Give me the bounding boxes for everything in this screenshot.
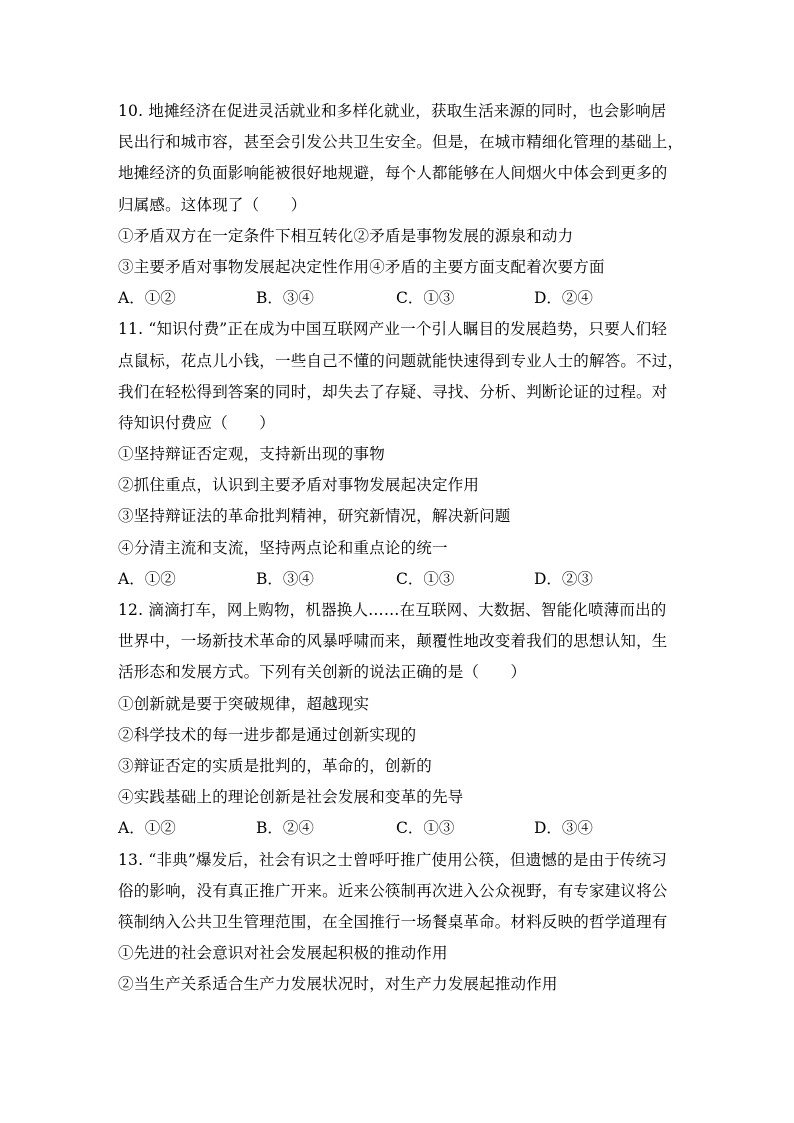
question-list [118,96,684,1000]
statement-line: ③辩证否定的实质是批判的，革命的，创新的 [118,756,433,775]
statement-line: ②当生产关系适合生产力发展状况时，对生产力发展起推动作用 [118,975,558,994]
option-c: C．①③ [396,289,455,308]
question-stem-line: 11. “知识付费”正在成为中国互联网产业一个引人瞩目的发展趋势，只要人们轻 [118,320,668,339]
question-13 [118,845,678,1001]
statement-line: ③坚持辩证法的革命批判精神，研究新情况，解决新问题 [118,507,511,526]
question-stem-line: 世界中，一场新技术革命的风暴呼啸而来，颠覆性地改变着我们的思想认知，生 [118,632,668,651]
question-stem-line: 12. 滴滴打车，网上购物，机器换人……在互联网、大数据、智能化喷薄而出的 [118,601,667,619]
statement-line: ①创新就是要于突破规律，超越现实 [118,694,370,713]
option-a: A．①② [118,819,176,838]
option-a: A．①② [118,569,176,588]
answer-options [118,813,678,844]
statement-line: ①先进的社会意识对社会发展起积极的推动作用 [118,944,448,963]
question-10 [118,96,684,314]
question-stem-line: 10. 地摊经济在促进灵活就业和多样化就业，获取生活来源的同时，也会影响居 [118,102,667,120]
option-a: A．①② [118,289,176,308]
option-d: D．②③ [534,569,593,588]
question-stem-line: 地摊经济的负面影响能被很好地规避，每个人都能够在人间烟火中体会到更多的 [118,164,668,183]
question-stem-line: 活形态和发展方式。下列有关创新的说法正确的是（ ） [118,663,527,682]
option-d: D．③④ [534,819,593,838]
statement-line: ②科学技术的每一进步都是通过创新实现的 [118,725,417,744]
question-stem-line: 筷制纳入公共卫生管理范围，在全国推行一场餐桌革命。材料反映的哲学道理有 [118,912,668,931]
answer-options [118,564,678,595]
option-b: B．②④ [256,819,314,838]
question-stem-line: 我们在轻松得到答案的同时，却失去了存疑、寻找、分析、判断论证的过程。对 [118,382,668,401]
option-b: B．③④ [256,289,314,308]
question-stem-line: 俗的影响，没有真正推广开来。近来公筷制再次进入公众视野，有专家建议将公 [118,881,668,900]
question-stem-line: 归属感。这体现了（ ） [118,195,307,214]
question-stem-line: 点鼠标，花点儿小钱，一些自己不懂的问题就能快速得到专业人士的解答。不过， [118,351,684,370]
option-d: D．②④ [534,289,593,308]
statement-line: ③主要矛盾对事物发展起决定性作用④矛盾的主要方面支配着次要方面 [118,257,605,276]
question-stem-line: 民出行和城市容，甚至会引发公共卫生安全。但是，在城市精细化管理的基础上， [118,133,684,152]
option-c: C．①③ [396,569,455,588]
question-stem-line: 待知识付费应（ ） [118,413,276,432]
question-stem-line: 13. “非典”爆发后，社会有识之士曾呼吁推广使用公筷，但遗憾的是由于传统习 [118,850,668,869]
statement-line: ①坚持辩证否定观，支持新出现的事物 [118,445,385,464]
question-11 [118,314,684,595]
statement-line: ④分清主流和支流，坚持两点论和重点论的统一 [118,538,448,557]
answer-options [118,283,678,314]
statement-line: ④实践基础上的理论创新是社会发展和变革的先导 [118,788,464,807]
question-12 [118,595,678,845]
option-c: C．①③ [396,819,455,838]
option-b: B．③④ [256,569,314,588]
statement-line: ①矛盾双方在一定条件下相互转化②矛盾是事物发展的源泉和动力 [118,226,574,245]
statement-line: ②抓住重点，认识到主要矛盾对事物发展起决定作用 [118,476,480,495]
